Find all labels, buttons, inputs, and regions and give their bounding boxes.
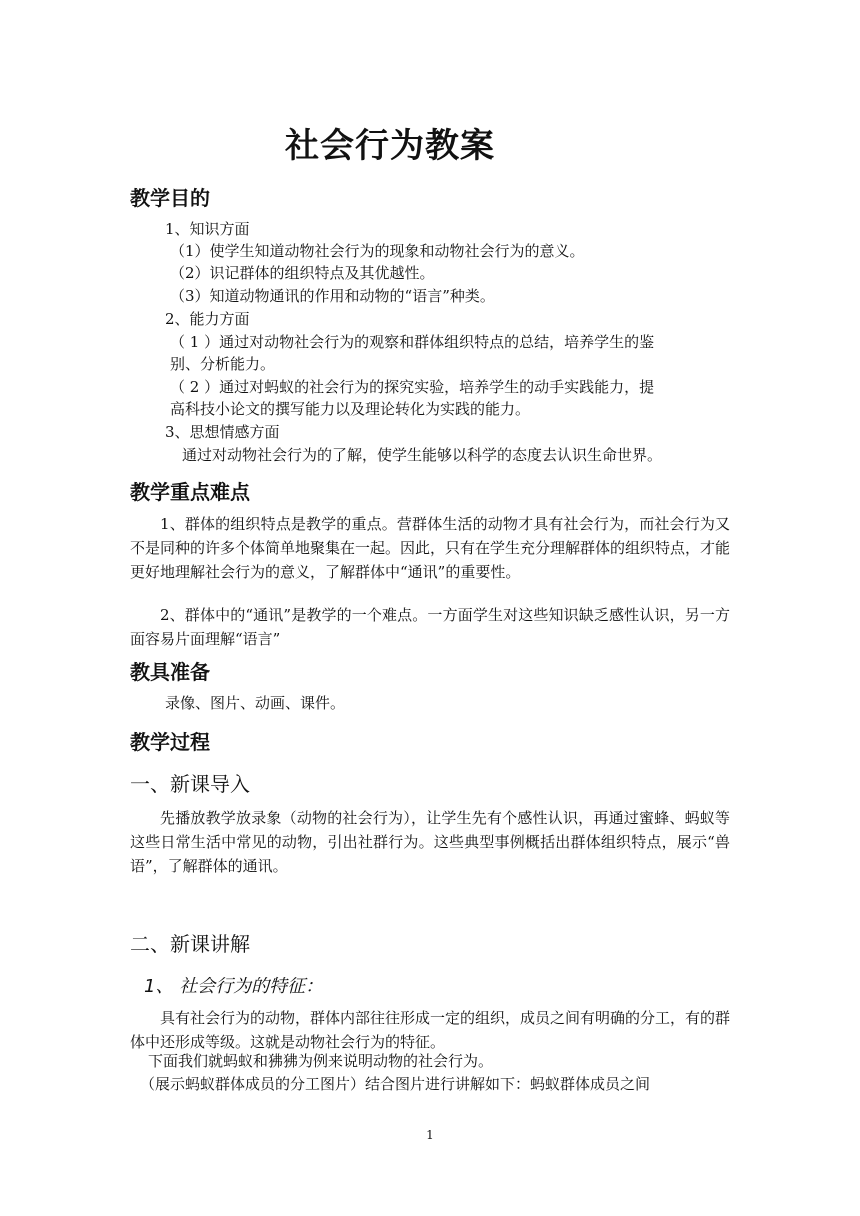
knowledge-item-3: （3）知道动物通讯的作用和动物的“语言”种类。	[170, 287, 495, 305]
subsection-heading-intro: 一、新课导入	[130, 772, 250, 796]
page-number: 1	[426, 1128, 434, 1142]
knowledge-item-1: （1）使学生知道动物社会行为的现象和动物社会行为的意义。	[170, 242, 585, 260]
features-paragraph-2: 下面我们就蚂蚁和狒狒为例来说明动物的社会行为。	[148, 1052, 494, 1070]
tools-text: 录像、图片、动画、课件。	[165, 694, 346, 712]
ability-item-1-line-2: 别、分析能力。	[170, 355, 276, 373]
ability-heading: 2、能力方面	[165, 310, 250, 328]
emotion-item-1: 通过对动物社会行为的了解，使学生能够以科学的态度去认识生命世界。	[182, 446, 663, 464]
section-heading-tools: 教具准备	[130, 660, 210, 684]
ability-item-2-line-2: 高科技小论文的撰写能力以及理论转化为实践的能力。	[170, 400, 531, 418]
section-heading-process: 教学过程	[130, 730, 210, 754]
keypoint-paragraph-1: 1、群体的组织特点是教学的重点。营群体生活的动物才具有社会行为，而社会行为又不是同种的许多个体简单地聚集在一起。因此，只有在学生充分理解群体的组织特点，才能更好地理解社会行为的意义，了解群体中“通讯”的重要性。	[130, 515, 731, 581]
section-heading-objectives: 教学目的	[130, 186, 210, 210]
subsection-heading-features: 1、 社会行为的特征：	[144, 976, 324, 997]
features-paragraph-3: （展示蚂蚁群体成员的分工图片）结合图片进行讲解如下：蚂蚁群体成员之间	[140, 1075, 651, 1093]
ability-item-2-line-1: （ 2 ）通过对蚂蚁的社会行为的探究实验，培养学生的动手实践能力，提	[170, 378, 655, 396]
ability-item-1-line-1: （ 1 ）通过对动物社会行为的观察和群体组织特点的总结，培养学生的鉴	[170, 333, 655, 351]
subsection-heading-lecture: 二、新课讲解	[130, 932, 250, 956]
intro-paragraph: 先播放教学放录象（动物的社会行为），让学生先有个感性认识，再通过蜜蜂、蚂蚁等这些日常生活中常见的动物，引出社群行为。这些典型事例概括出群体组织特点，展示“兽语”，了解群体的通讯。	[130, 809, 730, 875]
features-paragraph-1: 具有社会行为的动物，群体内部往往形成一定的组织，成员之间有明确的分工，有的群体中还形成等级。这就是动物社会行为的特征。	[130, 1009, 731, 1051]
knowledge-item-2: （2）识记群体的组织特点及其优越性。	[170, 264, 435, 282]
keypoint-paragraph-2: 2、群体中的“通讯”是教学的一个难点。一方面学生对这些知识缺乏感性认识，另一方面容易片面理解“语言”	[130, 606, 730, 648]
emotion-heading: 3、思想情感方面	[165, 423, 280, 441]
section-heading-keypoints: 教学重点难点	[130, 480, 250, 504]
document-title: 社会行为教案	[285, 126, 495, 166]
knowledge-heading: 1、知识方面	[165, 220, 250, 238]
